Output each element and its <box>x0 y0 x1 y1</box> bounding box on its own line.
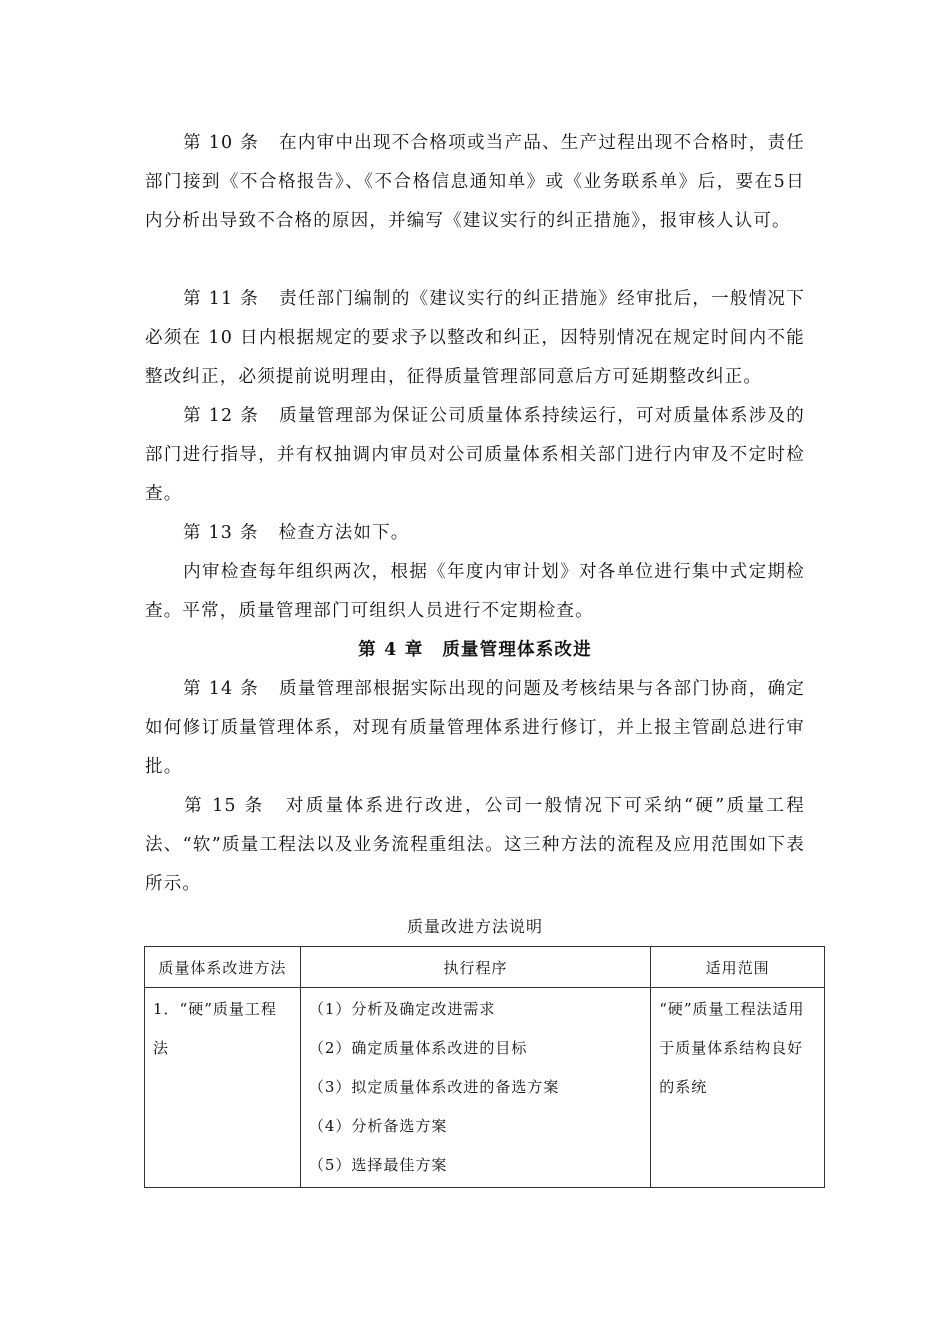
table-header-row <box>145 947 825 988</box>
method-cell: 1．“硬”质量工程法 <box>145 988 301 1188</box>
methods-table <box>144 946 825 1188</box>
procedure-step: （1）分析及确定改进需求 <box>308 1000 496 1018</box>
article-13-detail <box>145 553 805 631</box>
article-14-number: 第 14 条 <box>183 679 260 699</box>
procedure-cell <box>300 988 650 1188</box>
article-11 <box>145 280 805 397</box>
table-caption: 质量改进方法说明 <box>406 917 543 936</box>
article-15-text: 对质量体系进行改进，公司一般情况下可采纳“硬”质量工程法、“软”质量工程法以及业务流程重组法。这三种方法的流程及应用范围如下表所示。 <box>145 796 806 894</box>
chapter-heading: 第 4 章 质量管理体系改进 <box>358 640 592 660</box>
article-12-number: 第 12 条 <box>183 406 260 426</box>
procedure-step: （5）选择最佳方案 <box>308 1156 448 1174</box>
scope-cell: “硬”质量工程法适用于质量体系结构良好的系统 <box>651 988 825 1188</box>
article-12-text: 质量管理部为保证公司质量体系持续运行，可对质量体系涉及的部门进行指导，并有权抽调内审员对公司质量体系相关部门进行内审及不定时检查。 <box>145 406 806 504</box>
article-14 <box>145 670 805 787</box>
article-14-text: 质量管理部根据实际出现的问题及考核结果与各部门协商，确定如何修订质量管理体系，对现有质量管理体系进行修订，并上报主管副总进行审批。 <box>145 679 806 777</box>
article-15 <box>145 787 805 904</box>
article-10 <box>145 124 805 241</box>
article-13-text: 检查方法如下。 <box>278 523 410 543</box>
header-procedure: 执行程序 <box>300 947 650 988</box>
table-row <box>145 988 825 1188</box>
article-10-number: 第 10 条 <box>183 133 260 153</box>
article-10-text: 在内审中出现不合格项或当产品、生产过程出现不合格时，责任部门接到《不合格报告》、《不合格信息通知单》或《业务联系单》后，要在5日内分析出导致不合格的原因，并编写《建议实行的纠正措施》，报审核人认可。 <box>145 133 806 231</box>
article-11-text: 责任部门编制的《建议实行的纠正措施》经审批后，一般情况下必须在 10 日内根据规定的要求予以整改和纠正，因特别情况在规定时间内不能整改纠正，必须提前说明理由，征得质量管理部同意后方可延期整改纠正。 <box>145 289 806 387</box>
header-scope: 适用范围 <box>651 947 825 988</box>
procedure-step: （3）拟定质量体系改进的备选方案 <box>308 1078 560 1096</box>
article-12 <box>145 397 805 514</box>
article-13 <box>145 514 805 553</box>
article-15-number: 第 15 条 <box>183 796 265 816</box>
article-13-number: 第 13 条 <box>183 523 259 543</box>
procedure-step: （4）分析备选方案 <box>308 1117 448 1135</box>
header-method: 质量体系改进方法 <box>145 947 301 988</box>
article-13-detail-text: 内审检查每年组织两次，根据《年度内审计划》对各单位进行集中式定期检查。平常，质量管理部门可组织人员进行不定期检查。 <box>145 562 805 621</box>
article-11-number: 第 11 条 <box>183 289 260 309</box>
procedure-step: （2）确定质量体系改进的目标 <box>308 1039 528 1057</box>
